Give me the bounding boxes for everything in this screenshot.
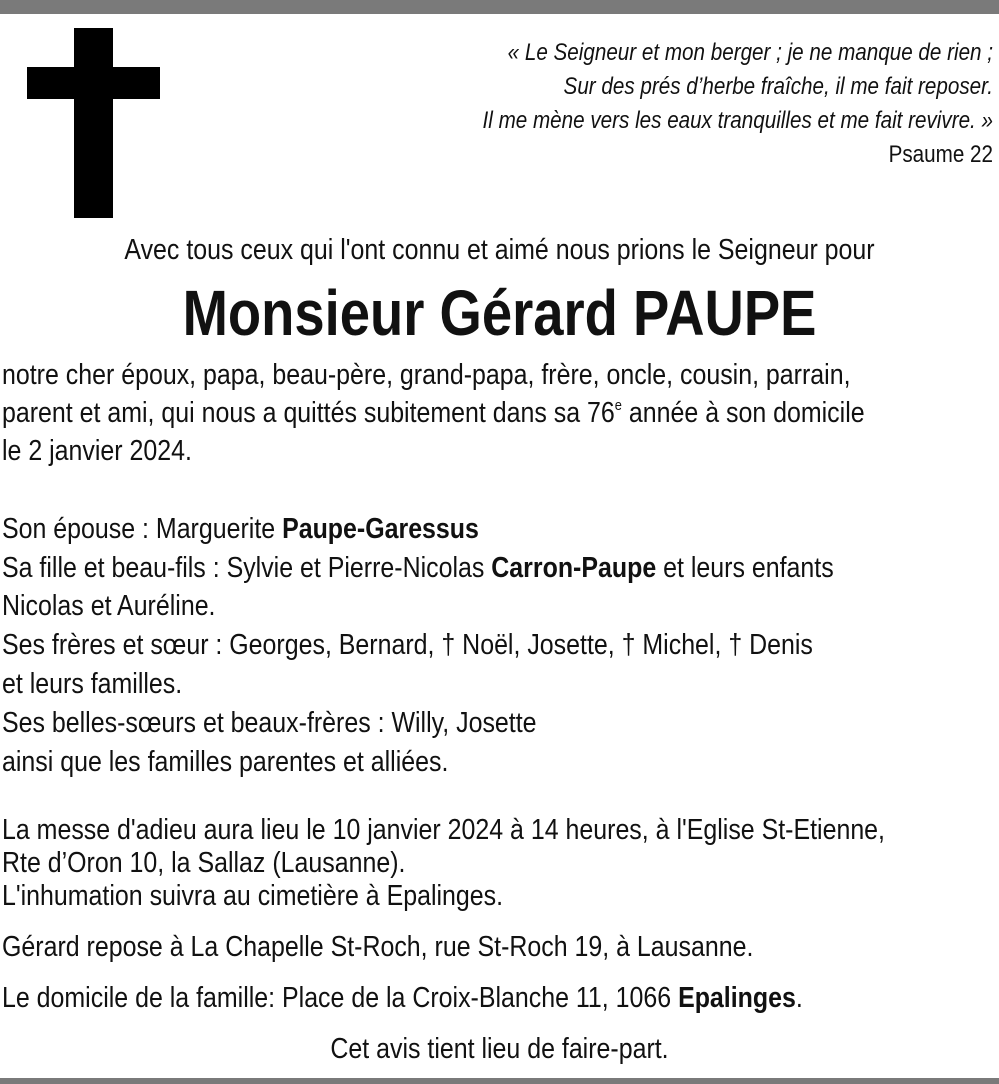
family-grandchildren: Nicolas et Auréline. (2, 590, 216, 622)
burial-info: L'inhumation suivra au cimetière à Epalinges. (2, 880, 504, 912)
rest-info: Gérard repose à La Chapelle St-Roch, rue St-Roch 19, à Lausanne. (2, 931, 754, 963)
psalm-line: Il me mène vers les eaux tranquilles et me fait revivre. » (482, 107, 993, 134)
bottom-rule (0, 1078, 999, 1084)
family-daughter: Sa fille et beau-fils : Sylvie et Pierre-Nicolas Carron-Paupe et leurs enfants (2, 552, 834, 584)
family-relatives: ainsi que les familles parentes et alliées. (2, 746, 449, 778)
psalm-line: « Le Seigneur et mon berger ; je ne manque de rien ; (507, 39, 993, 66)
family-home: Le domicile de la famille: Place de la Croix-Blanche 11, 1066 Epalinges. (2, 982, 803, 1014)
family-siblings: Ses frères et sœur : Georges, Bernard, † Noël, Josette, † Michel, † Denis (2, 629, 813, 661)
family-inlaws: Ses belles-sœurs et beaux-frères : Willy, Josette (2, 707, 537, 739)
deceased-name: Monsieur Gérard PAUPE (182, 277, 817, 349)
psalm-line: Sur des prés d’herbe fraîche, il me fait reposer. (563, 73, 993, 100)
cross-icon (27, 28, 160, 218)
intro-text: Avec tous ceux qui l'ont connu et aimé nous prions le Seigneur pour (124, 234, 875, 266)
family-spouse: Son épouse : Marguerite Paupe-Garessus (2, 513, 479, 545)
closing-note: Cet avis tient lieu de faire-part. (330, 1033, 669, 1065)
mass-info: Rte d’Oron 10, la Sallaz (Lausanne). (2, 847, 406, 879)
psalm-reference: Psaume 22 (888, 141, 993, 168)
family-siblings: et leurs familles. (2, 668, 183, 700)
description-line: parent et ami, qui nous a quittés subitement dans sa 76e année à son domicile (2, 397, 865, 429)
psalm-quote (425, 36, 993, 172)
top-rule (0, 0, 999, 14)
mass-info: La messe d'adieu aura lieu le 10 janvier 2024 à 14 heures, à l'Eglise St-Etienne, (2, 814, 885, 846)
description-line: notre cher époux, papa, beau-père, grand-papa, frère, oncle, cousin, parrain, (2, 359, 851, 391)
description-line: le 2 janvier 2024. (2, 435, 192, 467)
